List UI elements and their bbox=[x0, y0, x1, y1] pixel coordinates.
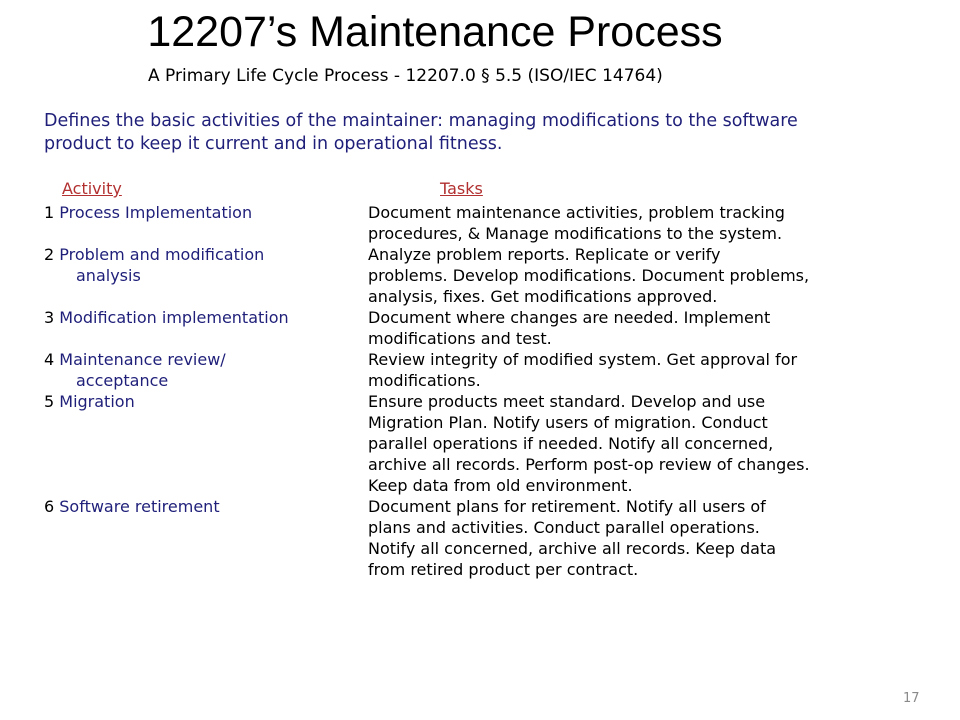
activity-number: 5 bbox=[44, 392, 60, 411]
task-line: Document plans for retirement. Notify all users of bbox=[368, 497, 766, 516]
table-row bbox=[44, 349, 924, 391]
activity-name-continued: acceptance bbox=[76, 371, 169, 390]
task-line: Document where changes are needed. Implement bbox=[368, 308, 771, 327]
activity-name: Software retirement bbox=[59, 497, 220, 516]
page-subtitle: A Primary Life Cycle Process - 12207.0 § 5.5 (ISO/IEC 14764) bbox=[148, 66, 663, 86]
activity-cell bbox=[44, 244, 368, 307]
intro-line: product to keep it current and in operational fitness. bbox=[44, 134, 503, 154]
task-line: plans and activities. Conduct parallel operations. bbox=[368, 518, 760, 537]
task-line: Migration Plan. Notify users of migration. Conduct bbox=[368, 413, 768, 432]
activity-task-table bbox=[44, 202, 924, 580]
activity-cell bbox=[44, 202, 368, 244]
task-line: Document maintenance activities, problem tracking bbox=[368, 203, 785, 222]
task-line: parallel operations if needed. Notify all concerned, bbox=[368, 434, 774, 453]
task-line: Ensure products meet standard. Develop and use bbox=[368, 392, 766, 411]
table-row bbox=[44, 496, 924, 580]
page-number: 17 bbox=[903, 691, 920, 706]
activity-name: Process Implementation bbox=[59, 203, 253, 222]
activity-number: 6 bbox=[44, 497, 60, 516]
task-line: procedures, & Manage modifications to the system. bbox=[368, 224, 783, 243]
table-header bbox=[0, 178, 960, 200]
table-row bbox=[44, 244, 924, 307]
activity-name: Migration bbox=[59, 392, 135, 411]
activity-number: 3 bbox=[44, 308, 60, 327]
task-line: problems. Develop modifications. Document problems, bbox=[368, 266, 810, 285]
activity-number: 1 bbox=[44, 203, 60, 222]
task-line: Analyze problem reports. Replicate or verify bbox=[368, 245, 721, 264]
table-row bbox=[44, 391, 924, 496]
task-cell bbox=[368, 349, 924, 391]
task-line: archive all records. Perform post-op review of changes. bbox=[368, 455, 810, 474]
table-row bbox=[44, 202, 924, 244]
task-line: modifications and test. bbox=[368, 329, 552, 348]
activity-cell bbox=[44, 307, 368, 349]
table-row bbox=[44, 307, 924, 349]
task-line: Keep data from old environment. bbox=[368, 476, 633, 495]
task-cell bbox=[368, 496, 924, 580]
task-line: Review integrity of modified system. Get approval for bbox=[368, 350, 798, 369]
task-line: modifications. bbox=[368, 371, 481, 390]
activity-name-continued: analysis bbox=[76, 266, 141, 285]
task-line: analysis, fixes. Get modifications approved. bbox=[368, 287, 718, 306]
task-line: Notify all concerned, archive all records. Keep data bbox=[368, 539, 777, 558]
task-cell bbox=[368, 307, 924, 349]
activity-number: 4 bbox=[44, 350, 60, 369]
activity-cell bbox=[44, 391, 368, 496]
task-line: from retired product per contract. bbox=[368, 560, 639, 579]
intro-paragraph bbox=[44, 110, 924, 156]
task-cell bbox=[368, 202, 924, 244]
activity-cell bbox=[44, 349, 368, 391]
task-cell bbox=[368, 391, 924, 496]
activity-number: 2 bbox=[44, 245, 60, 264]
task-cell bbox=[368, 244, 924, 307]
activity-name: Problem and modification bbox=[59, 245, 265, 264]
activity-name: Modification implementation bbox=[59, 308, 289, 327]
intro-line: Defines the basic activities of the maintainer: managing modifications to the software bbox=[44, 111, 798, 131]
activity-cell bbox=[44, 496, 368, 580]
page-title: 12207’s Maintenance Process bbox=[147, 8, 723, 56]
activity-name: Maintenance review/ bbox=[59, 350, 226, 369]
activity-header: Activity bbox=[62, 179, 122, 198]
tasks-header: Tasks bbox=[440, 179, 483, 198]
